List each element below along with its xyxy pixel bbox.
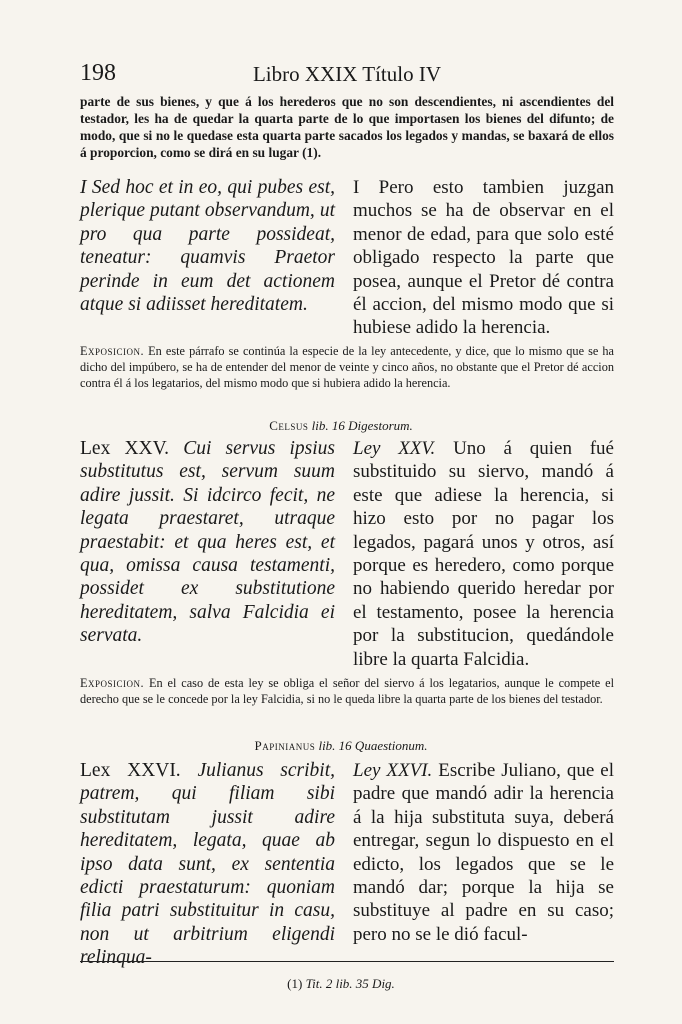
running-head: Libro XXIX Título IV [252,62,441,86]
latin-text: Cui servus ipsius substitutus est, servum suum adire jussit. Si idcirco fecit, ne legata praestaret, utraque praestabit: et qua heres est, et qua, omissa causa testamenti, possidet ex substitutione hereditatem, salva Falcidia ei servata. [80,438,335,647]
latin-paragraph-3 [80,759,335,970]
source-work: lib. 16 Quaestionum. [318,738,428,753]
latin-paragraph-2 [80,437,335,648]
source-line-2 [0,418,682,434]
source-author: Celsus [269,418,309,433]
exposition-text: En este párrafo se continúa la especie de la ley antecedente, y dice, que lo mismo que se ha dicho del impúbero, se ha de entender del menor de veinte y cinco años, no obstante que el Pretor dé accion contra él á los legatarios, del mismo modo que si hubiera adido la herencia. [80,344,615,390]
lex-heading: Lex XXVI. [80,760,181,781]
footnote-text: Tit. 2 lib. 35 Dig. [305,976,395,991]
spanish-paragraph-1: I Pero esto tambien juzgan muchos se ha de observar en el menor de edad, para que solo esté obligado respecto la parte que posea, aunque el Pretor dé contra él accion, del mismo modo que si hubiese adido la herencia. [353,177,614,339]
exposition-label: Exposicion. [80,676,145,690]
footnote-marker: (1) [287,976,303,991]
spanish-paragraph-3 [353,759,614,946]
lex-heading: Lex XXV. [80,438,170,459]
latin-text: Julianus scribit, patrem, qui filiam sibi substitutam jussit adire hereditatem, legata, quae ab ipso data sunt, ex sententia edicti praestaturum: quoniam filia patri substituitur in casu, non ut arbitrium eligendi relinqua- [80,760,335,969]
ley-heading: Ley XXV. [353,438,436,459]
intro-paragraph: parte de sus bienes, y que á los herederos que no son descendientes, ni ascendientes del testador, les ha de quedar la quarta parte de lo que importasen los bienes del difunto; de modo, que si no le quedase esta quarta parte sacados los legados y mandas, se baxará de ellos á proporcion, como se dirá en su lugar (1). [80,94,614,160]
section-1 [80,176,614,338]
exposition-2 [80,675,614,707]
exposition-text: En el caso de esta ley se obliga el señor del siervo á los legatarios, aunque le compete el derecho que se le concede por la ley Falcidia, si no le queda libre la quarta parte de los bienes del testador. [80,676,614,706]
spanish-text: Escribe Juliano, que el padre que mandó adir la herencia á la hija substituta suya, deberá entregar, segun lo dispuesto en el edicto, los legados que se le mandó dar; porque la hija se substituye al padre en su caso; pero no se le dió facul- [353,760,614,945]
source-author: Papinianus [254,738,316,753]
exposition-1 [80,343,614,391]
page-number: 198 [80,60,116,86]
spanish-paragraph-2 [353,437,614,671]
source-work: lib. 16 Digestorum. [311,418,413,433]
source-line-3 [0,738,682,754]
exposition-label: Exposicion. [80,344,145,358]
page-header [80,60,614,92]
footnote [0,976,682,992]
section-2 [80,437,614,670]
spanish-text: Uno á quien fué substituido su siervo, mandó á este que adiese la herencia, si hizo esto por no pagar los legados, pagará unos y otros, así porque es heredero, como porque no habiendo querido heredar por el testamento, posee la herencia por la substitucion, quedándole libre la quarta Falcidia. [353,438,614,670]
latin-paragraph-1: I Sed hoc et in eo, qui pubes est, plerique putant observandum, ut pro qua parte possideat, teneatur: quamvis Praetor perinde in eum det actionem atque si adiisset hereditatem. [80,177,335,316]
section-3 [80,759,614,969]
footnote-rule [80,961,614,962]
ley-heading: Ley XXVI. [353,760,433,781]
